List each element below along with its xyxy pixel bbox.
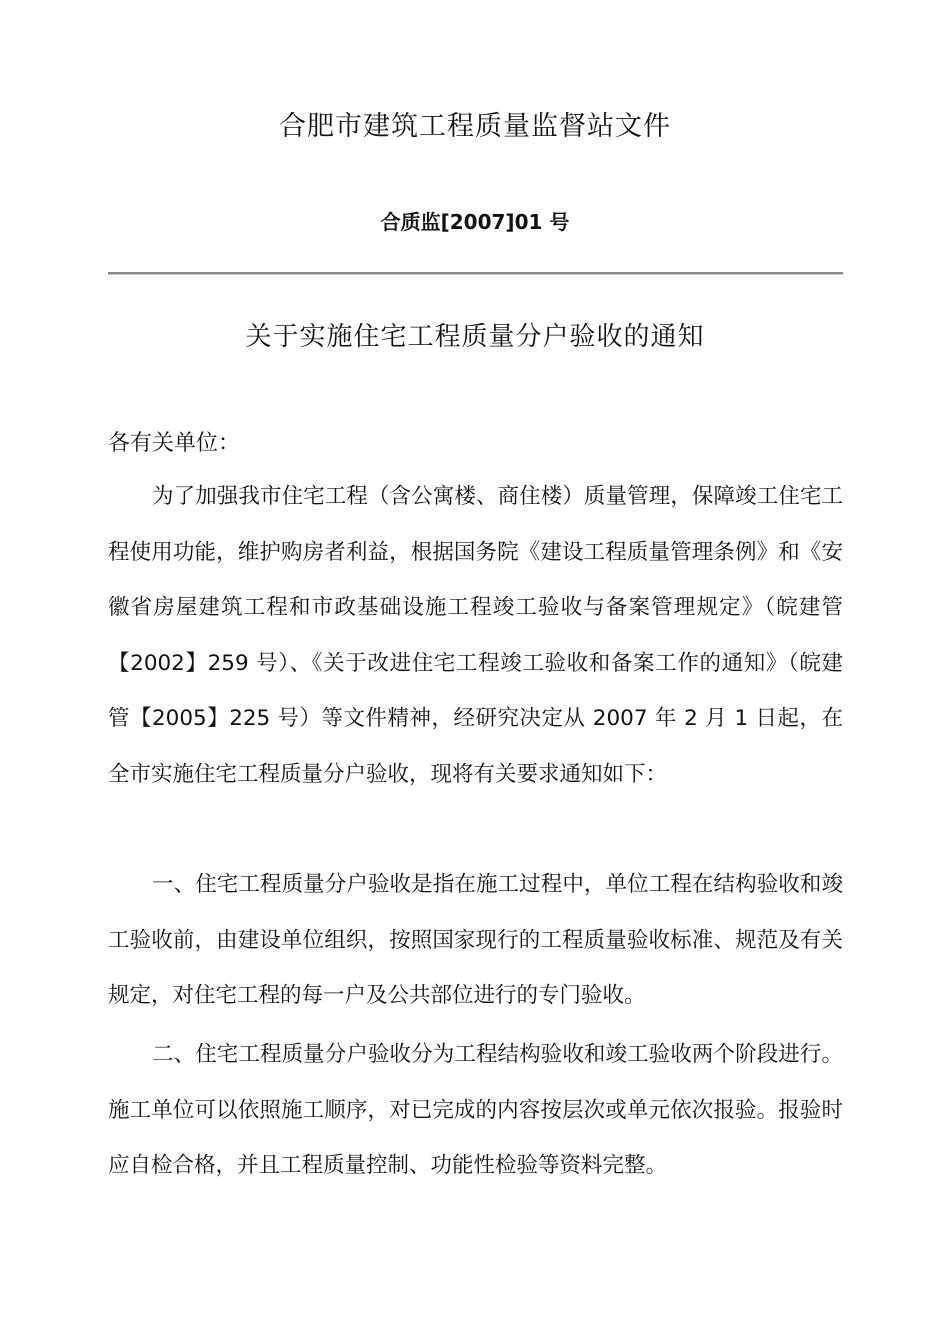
- salutation: 各有关单位：: [108, 431, 241, 456]
- body-paragraph-3: 二、住宅工程质量分户验收分为工程结构验收和竣工验收两个阶段进行。施工单位可以依照施工顺序，对已完成的内容按层次或单元依次报验。报验时应自检合格，并且工程质量控制、功能性检验等资料完整。: [108, 1042, 843, 1178]
- body-paragraph-2: 一、住宅工程质量分户验收是指在施工过程中，单位工程在结构验收和竣工验收前，由建设单位组织，按照国家现行的工程质量验收标准、规范及有关规定，对住宅工程的每一户及公共部位进行的专门验收。: [108, 872, 843, 1008]
- org-title: 合肥市建筑工程质量监督站文件: [279, 111, 671, 142]
- body-paragraph-1: 为了加强我市住宅工程（含公寓楼、商住楼）质量管理，保障竣工住宅工程使用功能，维护购房者利益，根据国务院《建设工程质量管理条例》和《安徽省房屋建筑工程和市政基础设施工程竣工验收与备案管理规定》（皖建管【2002】259 号）、《关于改进住宅工程竣工验收和备案工作的通知》（皖建管【2005】225 号）等文件精神，经研究决定从 2007 年 2 月 1 日起，在全市实施住宅工程质量分户验收，现将有关要求通知如下：: [108, 484, 843, 787]
- header-divider: [108, 272, 843, 275]
- document-number: 合质监[2007]01 号: [380, 210, 570, 234]
- notice-title: 关于实施住宅工程质量分户验收的通知: [245, 322, 705, 352]
